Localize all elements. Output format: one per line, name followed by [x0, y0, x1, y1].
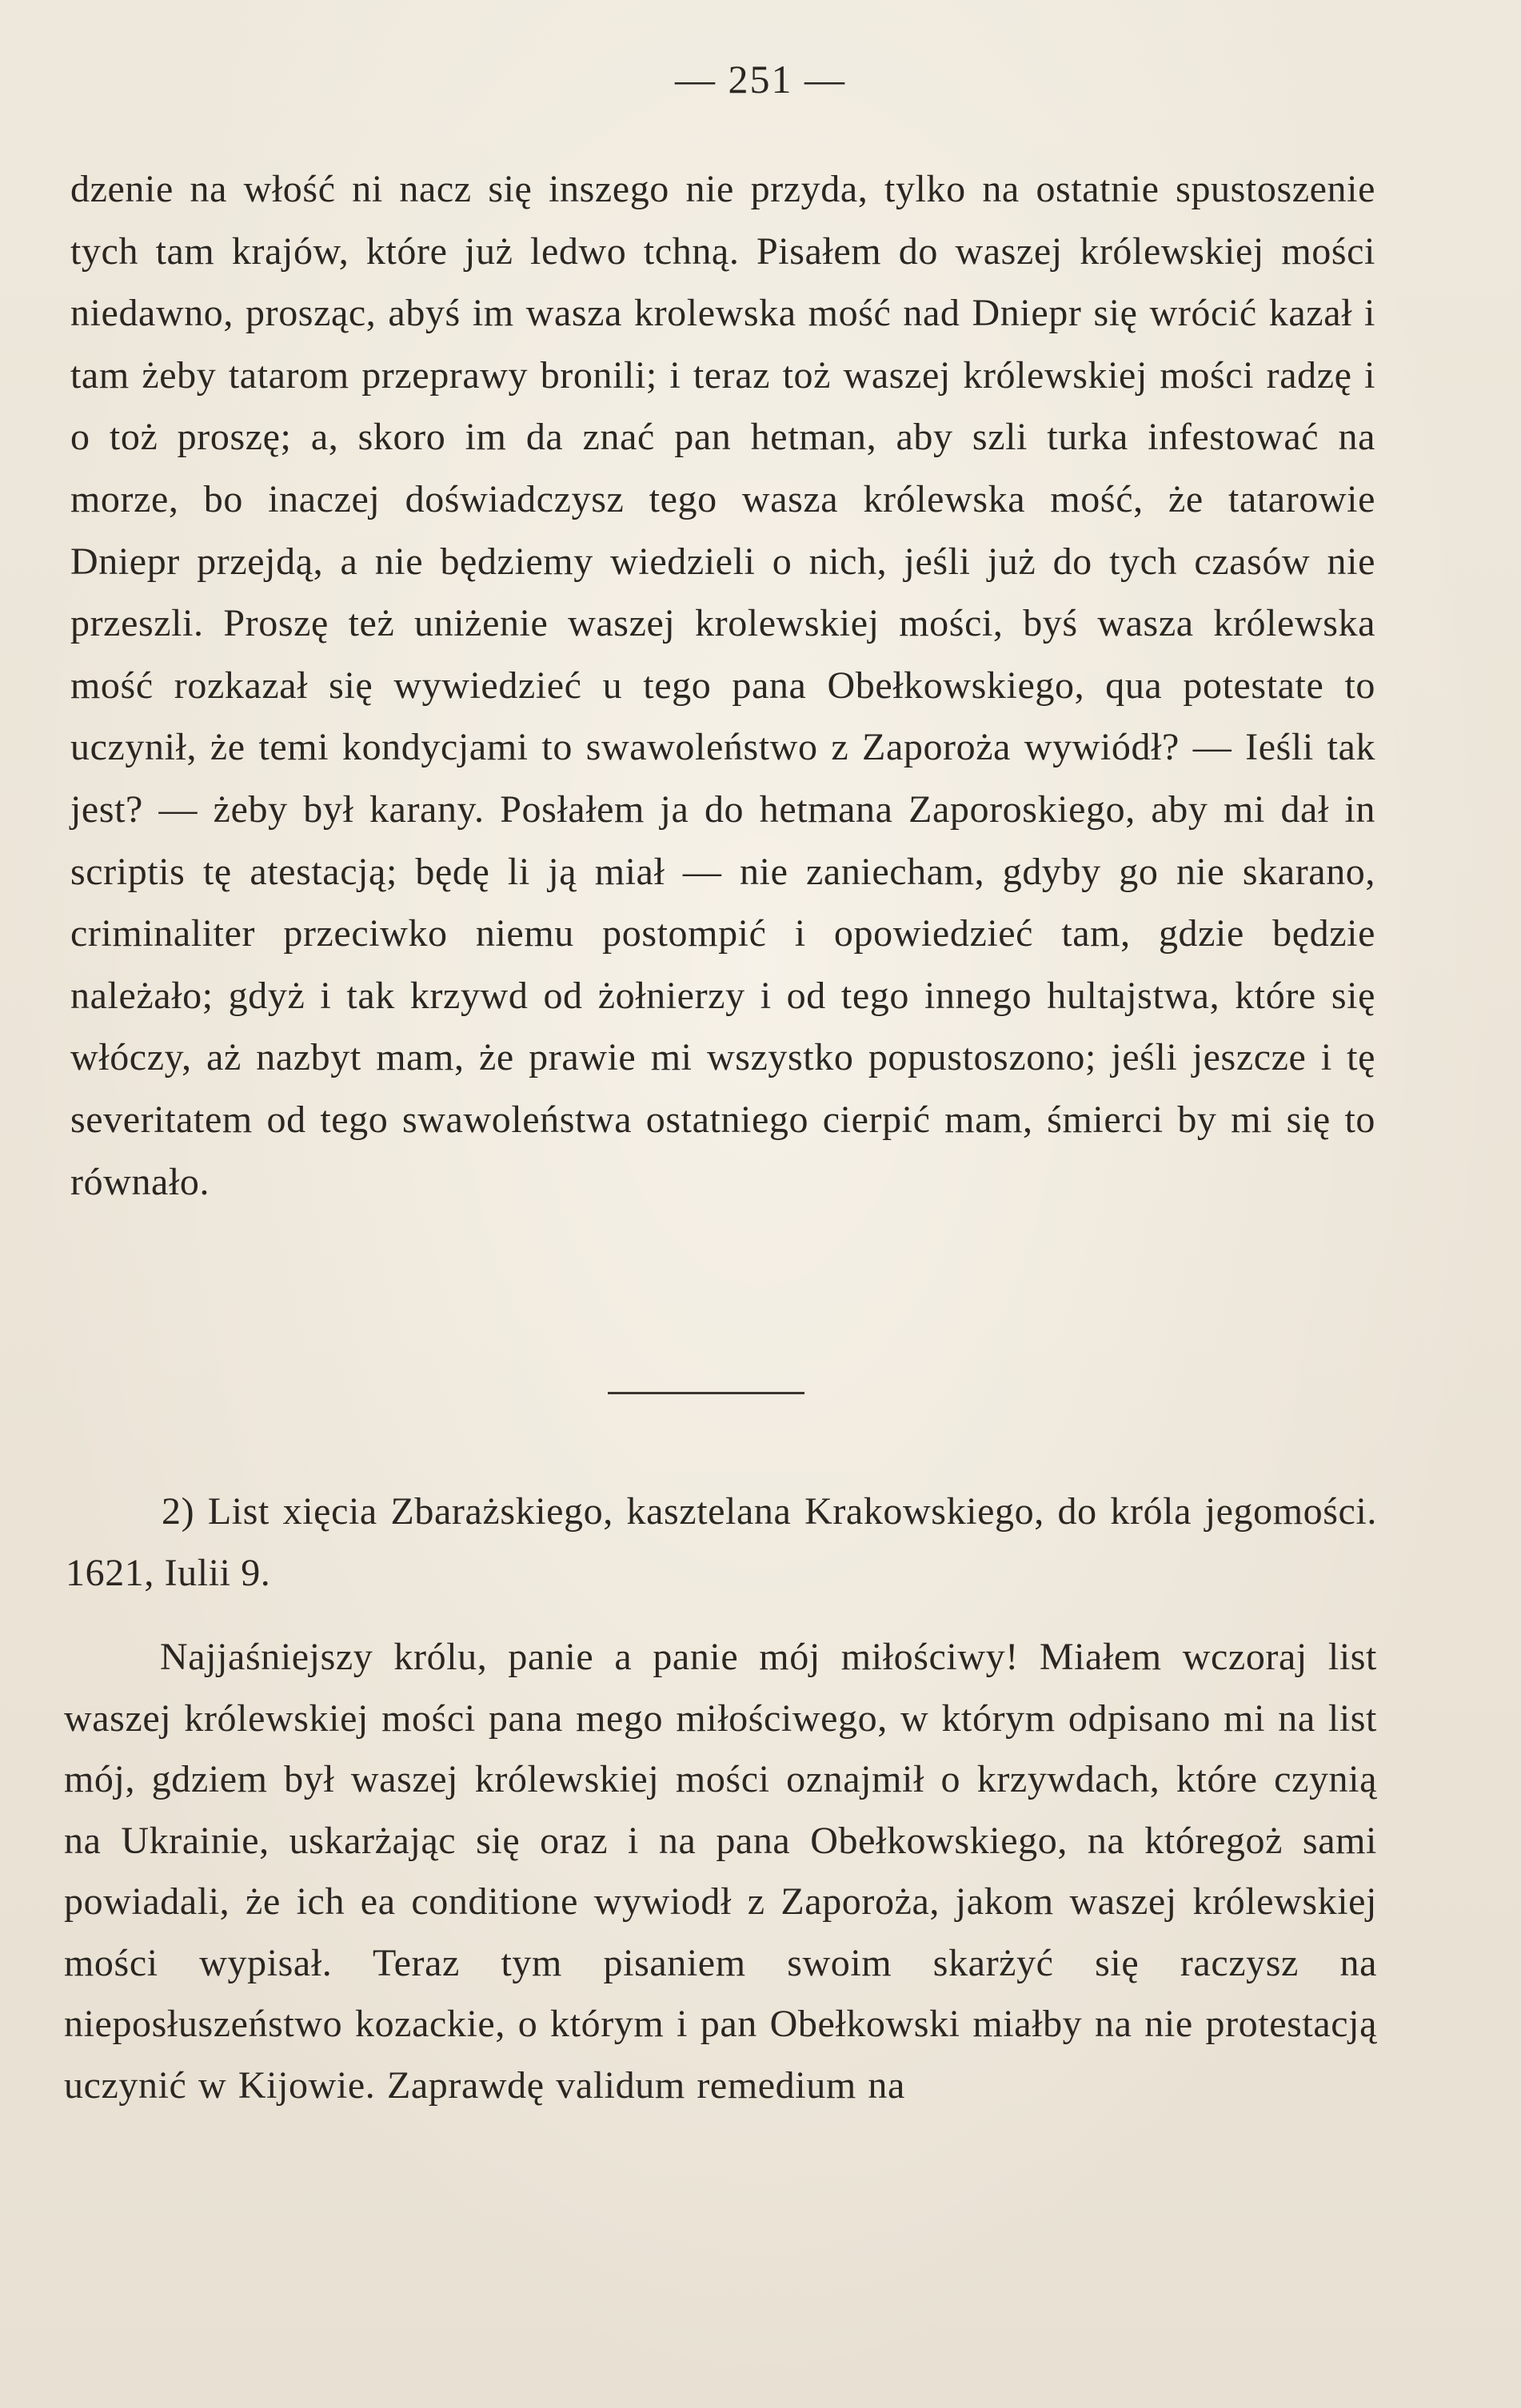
letter-heading: 2) List xięcia Zbarażskiego, kasztelana Krakowskiego, do króla jegomości. 1621, Iulii 9. [66, 1490, 1377, 1594]
page-number: — 251 — [675, 57, 846, 102]
section-divider [608, 1392, 804, 1394]
body-paragraph: Najjaśniejszy królu, panie a panie mój miłościwy! Miałem wczoraj list waszej królewskiej mości pana mego miłościwego, w którym odpisano mi na list mój, gdziem był waszej królewskiej mości oznajmił o krzywdach, które czynią na Ukrainie, uskarżając się oraz i na pana Obełkowskiego, na któregoż sami powiadali, że ich ea conditione wywiodł z Zaporoża, jakom waszej królewskiej mości wypisał. Teraz tym pisaniem swoim skarżyć się raczysz na nieposłuszeństwo kozackie, o którym i pan Obełkowski miałby na nie protestacją uczynić w Kijowie. Zaprawdę validum remedium na [64, 1636, 1377, 2107]
body-paragraph: dzenie na włość ni nacz się inszego nie przyda, tylko na ostatnie spustoszenie tych tam krajów, które już ledwo tchną. Pisałem do waszej królewskiej mości niedawno, prosząc, abyś im wasza krolewska mość nad Dniepr się wrócić kazał i tam żeby tatarom przeprawy bronili; i teraz toż waszej królewskiej mości radzę i o toż proszę; a, skoro im da znać pan hetman, aby szli turka infestować na morze, bo inaczej doświadczysz tego wasza królewska mość, że tatarowie Dniepr przejdą, a nie będziemy wiedzieli o nich, jeśli już do tych czasów nie przeszli. Proszę też uniżenie waszej krolewskiej mości, byś wasza królewska mość rozkazał się wywiedzieć u tego pana Obełkowskiego, qua potestate to uczynił, że temi kondycjami to swawoleństwo z Zaporoża wywiódł? — Ieśli tak jest? — żeby był karany. Posłałem ja do hetmana Zaporoskiego, aby mi dał in scriptis tę atestacją; będę li ją miał — nie zaniecham, gdyby go nie skarano, criminaliter przeciwko niemu postompić i opowiedzieć tam, gdzie będzie należało; gdyż i tak krzywd od żołnierzy i od tego innego hultajstwa, które się włóczy, aż nazbyt mam, że prawie mi wszystko popustoszono; jeśli jeszcze i tę severitatem od tego swawoleństwa ostatniego cierpić mam, śmierci by mi się to równało. [70, 168, 1375, 1203]
